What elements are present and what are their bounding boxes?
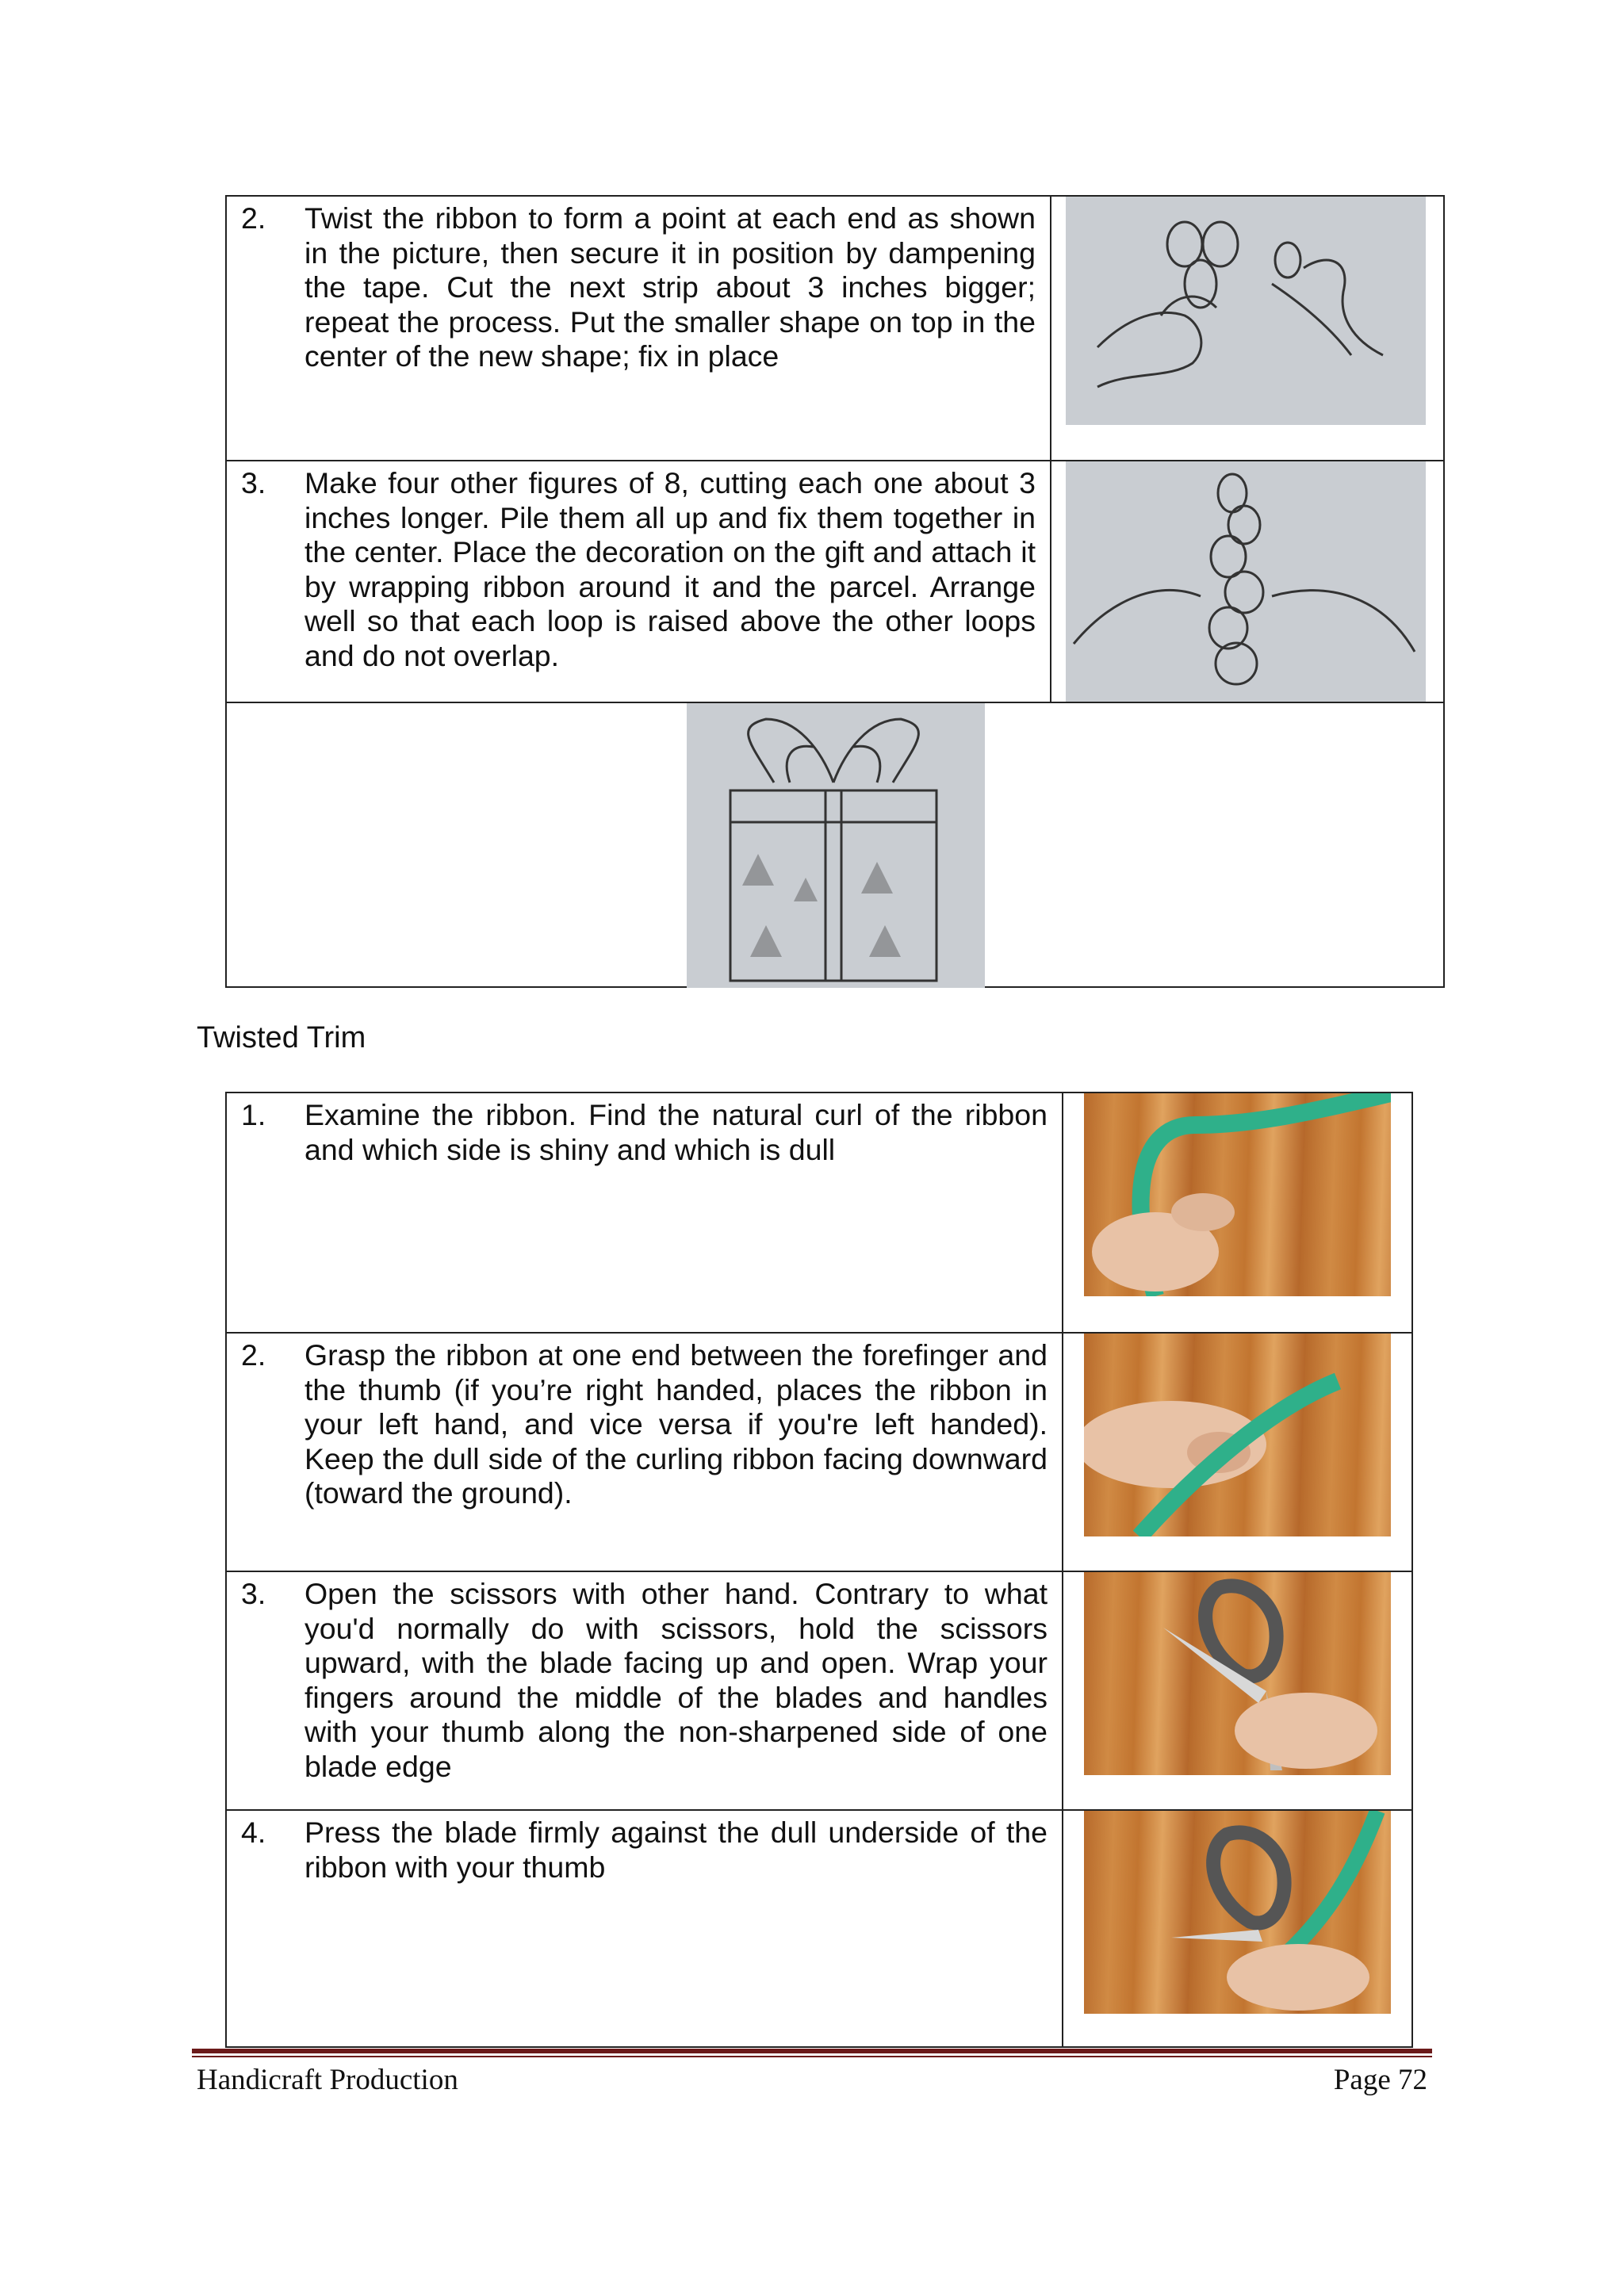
step-text: Press the blade firmly against the dull underside of the ribbon with your thumb bbox=[304, 1816, 1048, 1884]
step-number: 2. bbox=[241, 1338, 266, 1372]
instruction-table-twisted-trim bbox=[225, 1092, 1413, 2048]
image-cell bbox=[1051, 461, 1443, 702]
step-cell bbox=[227, 1334, 1063, 1571]
hands-figure-eight-sketch bbox=[1066, 197, 1426, 425]
step-cell bbox=[227, 461, 1051, 702]
table-row bbox=[227, 1093, 1411, 1332]
page-number: Page 72 bbox=[1333, 2064, 1427, 2096]
step-text: Make four other figures of 8, cutting each one about 3 inches longer. Pile them all up and fix them together in the center. Place the decoration on the gift and attach it by wrapping ribbon around it and the parcel. Arrange well so that each loop is raised above the other loops and do not overlap. bbox=[304, 466, 1036, 672]
footer-rule-thin bbox=[192, 2056, 1432, 2057]
ribbon-curl-photo bbox=[1084, 1093, 1391, 1296]
table-row bbox=[227, 460, 1443, 702]
stacked-loops-sketch bbox=[1066, 461, 1426, 702]
step-text: Twist the ribbon to form a point at each end as shown in the picture, then secure it in position by dampening the tape. Cut the next strip about 3 inches bigger; repeat the process. Put the smaller shape on top in the center of the new shape; fix in place bbox=[304, 201, 1036, 373]
image-cell bbox=[1063, 1811, 1411, 2048]
section-title: Twisted Trim bbox=[197, 1021, 366, 1054]
footer-rule bbox=[192, 2049, 1432, 2053]
scissors-open-photo bbox=[1084, 1572, 1391, 1775]
grasp-ribbon-photo bbox=[1084, 1334, 1391, 1536]
table-row bbox=[227, 1332, 1411, 1571]
step-number: 2. bbox=[241, 201, 266, 235]
step-text: Grasp the ribbon at one end between the forefinger and the thumb (if you’re right handed, places the ribbon in your left hand, and vice versa if you're left handed). Keep the dull side of the curling ribbon facing downward (toward the ground). bbox=[304, 1338, 1048, 1510]
step-cell bbox=[227, 1572, 1063, 1809]
step-text: Open the scissors with other hand. Contrary to what you'd normally do with scissors, hold the scissors upward, with the blade facing up and open. Wrap your fingers around the middle of the blades and handles with your thumb along the non-sharpened side of one blade edge bbox=[304, 1577, 1048, 1783]
step-cell bbox=[227, 1811, 1063, 2048]
step-cell bbox=[227, 197, 1051, 460]
table-row bbox=[227, 1571, 1411, 1809]
step-number: 3. bbox=[241, 1577, 266, 1610]
image-cell bbox=[1063, 1334, 1411, 1571]
wrapped-gift-sketch bbox=[687, 703, 985, 988]
step-number: 4. bbox=[241, 1816, 266, 1849]
table-row bbox=[227, 702, 1443, 986]
step-cell bbox=[227, 1093, 1063, 1332]
footer-title: Handicraft Production bbox=[197, 2064, 458, 2096]
step-text: Examine the ribbon. Find the natural curl of the ribbon and which side is shiny and which is dull bbox=[304, 1098, 1048, 1166]
instruction-table-bow bbox=[225, 195, 1445, 988]
table-row bbox=[227, 1809, 1411, 2048]
image-cell bbox=[1063, 1093, 1411, 1332]
table-row bbox=[227, 197, 1443, 460]
step-number: 1. bbox=[241, 1098, 266, 1131]
step-number: 3. bbox=[241, 466, 266, 499]
press-blade-photo bbox=[1084, 1811, 1391, 2014]
image-cell bbox=[1063, 1572, 1411, 1809]
image-cell bbox=[1051, 197, 1443, 460]
